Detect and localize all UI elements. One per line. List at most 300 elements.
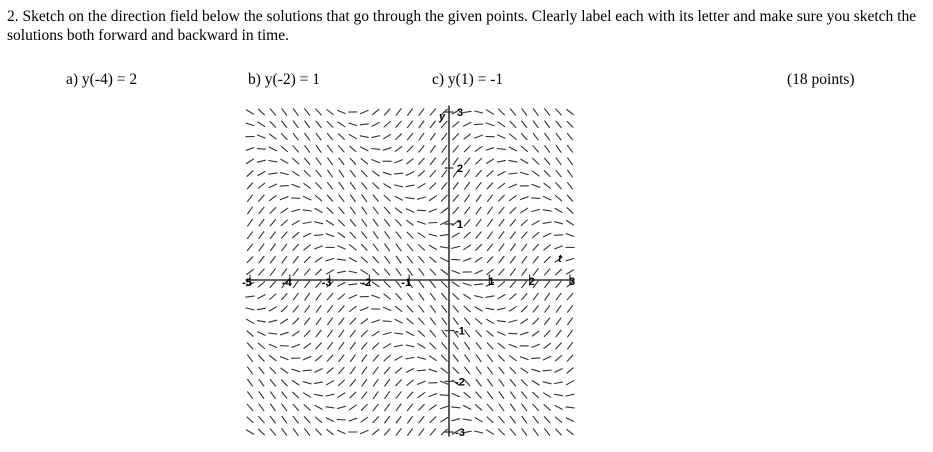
slope-segment [373,379,378,386]
slope-segment [395,319,402,323]
slope-segment [510,196,517,201]
slope-segment [248,219,253,226]
slope-segment [567,133,572,139]
slope-segment [498,122,505,127]
slope-segment [372,149,380,150]
slope-segment [476,158,482,164]
slope-segment [499,257,504,263]
slope-segment [567,429,573,434]
slope-segment [362,392,367,398]
slope-segment [395,185,403,187]
slope-segment [476,380,481,387]
slope-segment [337,259,345,260]
slope-segment [499,207,504,213]
slope-segment [362,343,367,349]
slope-segment [568,183,573,190]
slope-segment [452,233,459,237]
slope-segment [259,220,264,227]
slope-segment [556,121,561,127]
slope-segment [269,184,277,188]
slope-segment [498,282,504,287]
slope-segment [431,133,436,140]
slope-segment [567,294,572,300]
slope-segment [430,170,435,176]
slope-segment [384,367,389,373]
slope-segment [247,159,254,164]
slope-segment [419,293,424,300]
slope-segment [476,183,481,190]
slope-segment [373,207,378,214]
slope-segment [270,134,277,139]
points-label: (18 points) [787,71,855,89]
slope-segment [430,158,435,165]
slope-segment [293,158,299,164]
slope-segment [464,406,471,410]
slope-segment [465,355,470,362]
slope-segment [248,232,253,239]
slope-segment [499,355,505,361]
slope-segment [429,209,437,212]
x-tick-label: 3 [569,276,575,288]
x-tick-label: 1 [488,276,494,288]
slope-segment [395,196,402,200]
slope-segment [463,111,471,112]
slope-segment [248,195,253,202]
slope-segment [395,333,403,334]
slope-segment [442,146,447,153]
y-axis-name: y [438,111,446,123]
slope-segment [487,110,494,114]
slope-segment [407,133,412,139]
slope-segment [452,271,460,274]
slope-segment [339,355,344,362]
slope-segment [533,121,538,128]
slope-segment [429,234,437,236]
slope-segment [487,404,492,410]
slope-segment [258,135,266,138]
slope-segment [372,136,380,138]
slope-segment [327,429,333,434]
slope-segment [293,404,298,410]
slope-segment [258,172,265,176]
slope-segment [566,407,574,408]
slope-segment [396,269,401,276]
slope-segment [338,406,346,408]
slope-segment [419,318,424,324]
slope-segment [476,245,482,251]
slope-segment [327,221,334,225]
slope-segment [270,109,275,115]
slope-segment [440,234,448,235]
slope-segment [418,233,425,238]
slope-segment [510,356,517,361]
slope-segment [327,368,333,373]
slope-segment [258,282,264,287]
slope-segment [476,355,481,362]
slope-segment [488,219,493,226]
slope-segment [532,358,540,359]
slope-segment [338,430,346,433]
slope-segment [453,183,458,190]
slope-segment [464,220,470,226]
slope-segment [465,330,470,337]
slope-segment [476,405,482,410]
slope-segment [555,406,562,410]
slope-segment [362,367,367,374]
slope-segment [476,170,481,176]
slope-segment [269,333,277,334]
slope-segment [271,244,276,251]
slope-segment [396,109,401,116]
slope-segment [568,170,573,177]
slope-segment [292,221,299,225]
slope-segment [259,404,264,411]
slope-segment [339,306,345,312]
slope-segment [487,269,493,274]
slope-segment [350,170,355,177]
slope-segment [259,417,264,423]
slope-segment [567,221,574,226]
slope-segment [453,195,458,202]
slope-segment [417,370,425,371]
slope-segment [544,331,550,337]
slope-segment [475,284,483,285]
slope-segment [293,232,299,237]
slope-segment [349,271,357,273]
slope-segment [533,133,538,140]
slope-segment [293,257,298,263]
slope-segment [556,281,561,287]
slope-segment [452,407,460,408]
slope-segment [556,269,562,275]
slope-segment [372,320,380,323]
slope-segment [328,306,333,313]
slope-segment [408,256,413,263]
slope-segment [362,380,367,387]
slope-segment [520,197,528,200]
x-tick-label: 2 [529,276,535,288]
slope-segment [316,158,321,165]
slope-segment [270,121,276,127]
slope-segment [509,344,517,347]
slope-segment [430,121,435,128]
slope-segment [522,256,527,263]
slope-segment [533,158,539,164]
slope-segment [247,270,254,275]
slope-segment [442,170,447,177]
slope-segment [305,306,310,313]
slope-segment [556,146,561,153]
slope-segment [293,146,298,152]
slope-segment [475,111,483,113]
slope-segment [533,244,539,250]
slope-segment [499,367,504,374]
slope-segment [498,343,505,348]
y-tick-label: -2 [455,376,465,388]
slope-segment [510,134,516,139]
slope-segment [292,331,299,336]
slope-segment [327,355,332,361]
slope-segment [545,146,550,153]
slope-segment [246,319,253,323]
slope-segment [521,208,528,213]
slope-segment [499,232,504,239]
slope-segment [282,121,287,127]
slope-segment [488,195,493,202]
slope-segment [349,284,357,285]
slope-segment [475,147,482,152]
slope-segment [544,343,551,348]
slope-segment [441,368,448,373]
slope-segment [419,158,425,164]
slope-segment [498,172,505,176]
slope-segment [486,319,493,323]
slope-segment [544,183,551,188]
slope-segment [384,355,390,361]
slope-segment [407,306,413,312]
slope-segment [475,270,483,273]
slope-segment [338,380,344,386]
slope-segment [258,183,264,188]
slope-segment [350,183,355,190]
slope-segment [522,392,527,398]
slope-segment [418,393,425,398]
slope-segment [555,246,563,249]
slope-segment [258,429,264,435]
slope-segment [430,109,435,115]
slope-segment [269,344,277,347]
slope-segment [567,368,573,373]
slope-segment [509,173,517,174]
slope-segment [270,281,276,287]
slope-segment [568,318,573,325]
slope-segment [361,270,368,274]
slope-segment [532,344,540,347]
slope-segment [465,367,470,374]
slope-segment [418,171,424,176]
slope-segment [463,419,471,420]
slope-segment [476,220,481,227]
slope-segment [510,380,515,386]
slope-segment [521,319,528,324]
slope-segment [408,416,413,423]
y-tick-label: -3 [455,427,465,439]
slope-segment [533,318,539,324]
slope-segment [452,259,460,260]
slope-segment [327,270,334,274]
slope-segment [440,247,448,248]
slope-segment [544,257,550,263]
slope-segment [247,404,252,410]
slope-segment [339,134,345,140]
slope-segment [521,159,528,163]
slope-segment [384,344,391,348]
slope-segment [406,172,413,176]
slope-segment [465,158,470,164]
slope-segment [487,417,493,423]
slope-segment [429,356,436,361]
slope-segment [452,246,460,248]
slope-segment [292,209,300,211]
slope-segment [269,147,276,151]
slope-segment [396,368,402,373]
slope-segment [521,380,527,386]
slope-segment [465,183,470,190]
slope-segment [430,417,436,423]
slope-segment [464,245,471,250]
y-tick-label: 2 [457,163,463,175]
slope-segment [556,318,561,325]
slope-segment [407,220,414,225]
slope-segment [408,293,413,300]
slope-segment [487,159,494,163]
slope-segment [259,207,264,214]
slope-segment [545,318,550,324]
slope-segment [522,121,527,127]
slope-segment [440,406,448,408]
slope-segment [395,356,402,360]
slope-segment [533,293,538,300]
slope-segment [304,393,311,397]
slope-segment [257,321,265,322]
slope-segment [373,355,378,361]
slope-segment [395,173,403,174]
slope-segment [475,257,482,262]
slope-segment [373,343,379,349]
slope-segment [441,258,448,262]
slope-segment [545,429,550,436]
slope-segment [316,121,321,127]
slope-segment [521,146,527,151]
slope-segment [282,134,288,140]
slope-segment [361,405,367,411]
slope-segment [395,160,403,163]
slope-segment [281,146,287,151]
slope-segment [532,184,540,187]
slope-segment [396,429,401,436]
slope-segment [384,207,390,213]
slope-segment [499,429,505,435]
slope-segment [476,331,482,337]
slope-segment [373,404,378,410]
slope-segment [464,294,471,298]
slope-segment [522,134,528,140]
slope-segment [430,269,436,275]
slope-segment [384,184,391,188]
slope-segment [418,184,425,188]
slope-segment [292,369,300,372]
slope-segment [383,148,391,151]
slope-segment [349,258,356,262]
slope-segment [522,232,527,238]
slope-segment [511,404,516,411]
slope-segment [328,170,333,177]
slope-segment [487,331,493,336]
slope-segment [509,147,516,151]
slope-segment [555,208,562,212]
slope-segment [544,405,550,410]
slope-segment [328,318,333,325]
slope-segment [442,306,447,313]
slope-segment [543,222,551,223]
slope-segment [499,379,504,386]
slope-segment [384,429,390,435]
slope-segment [270,208,276,214]
slope-segment [545,281,550,288]
slope-segment [532,210,540,212]
slope-segment [406,345,414,347]
slope-segment [452,393,460,396]
slope-segment [373,429,379,434]
slope-segment [270,220,275,226]
slope-segment [247,110,254,114]
slope-segment [269,173,277,174]
slope-segment [442,343,447,349]
slope-segment [532,198,540,199]
slope-segment [568,306,573,313]
slope-segment [442,133,447,140]
slope-segment [259,257,264,263]
slope-segment [282,109,287,116]
slope-segment [383,321,391,322]
slope-segment [487,430,494,434]
slope-segment [280,186,288,187]
slope-segment [339,330,344,337]
slope-segment [498,332,505,336]
slope-segment [384,294,391,299]
slope-segment [556,170,561,177]
slope-segment [476,367,481,374]
slope-segment [316,281,321,287]
slope-segment [280,197,288,200]
slope-segment [487,257,493,263]
slope-segment [247,331,253,337]
slope-segment [509,160,517,162]
slope-segment [486,148,494,150]
question-text: 2. Sketch on the direction field below the solutions that go through the given points. Clearly label each with its letter and make sure you sketch the solutions both forward and backward in time. [7,7,927,45]
slope-segment [408,109,413,116]
slope-segment [475,135,483,138]
slope-segment [270,368,276,374]
slope-segment [555,235,563,236]
slope-segment [350,306,357,311]
slope-segment [350,158,356,164]
slope-segment [442,318,447,325]
part-a-label: a) y(-4) = 2 [66,71,137,89]
slope-segment [568,146,573,153]
slope-segment [315,417,321,422]
slope-segment [292,344,300,347]
slope-segments [246,109,574,436]
slope-segment [282,244,287,251]
slope-segment [328,343,333,350]
slope-segment [545,306,550,313]
slope-segment [259,232,264,239]
slope-segment [463,258,471,261]
slope-segment [568,330,573,337]
slope-segment [566,418,573,422]
slope-segment [452,419,460,421]
slope-segment [510,281,515,287]
slope-segment [282,416,287,423]
slope-segment [372,160,380,163]
slope-segment [269,161,277,162]
slope-segment [464,393,470,398]
slope-segment [360,136,368,138]
slope-segment [522,244,527,251]
slope-segment [316,146,321,153]
slope-segment [532,381,539,385]
